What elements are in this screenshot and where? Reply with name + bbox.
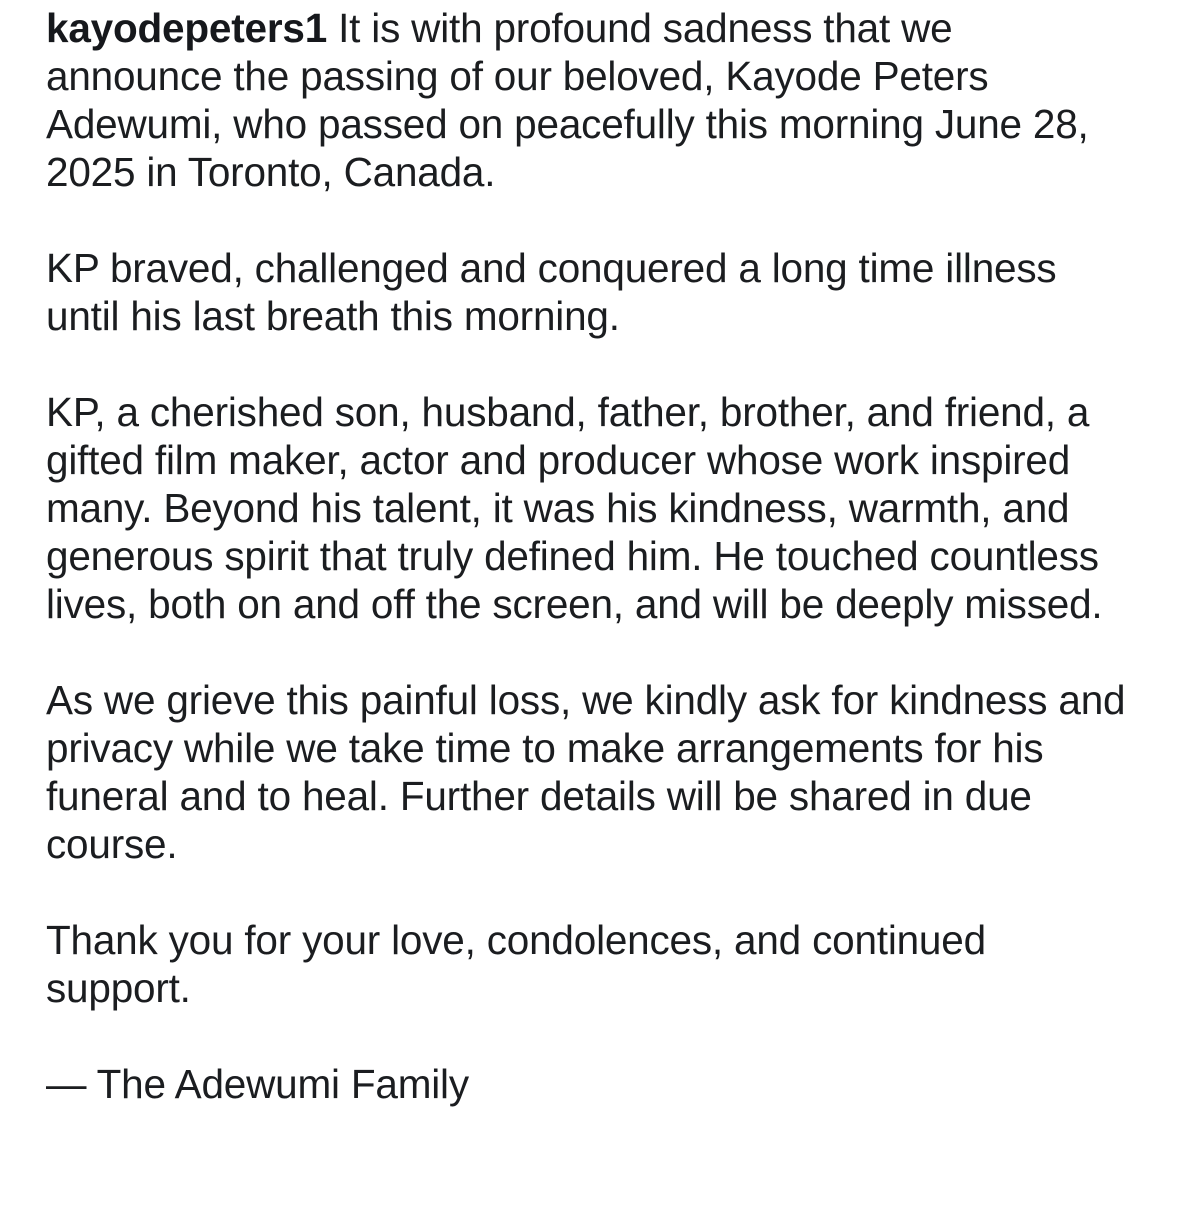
- caption-paragraph-5: Thank you for your love, condolences, and continued support.: [46, 917, 986, 1011]
- caption-paragraph-1: [46, 4, 1135, 196]
- caption-paragraph-4: As we grieve this painful loss, we kindly ask for kindness and privacy while we take time to make arrangements for his funeral and to heal. Further details will be shared in due course.: [46, 677, 1126, 867]
- caption-paragraph-2: KP braved, challenged and conquered a long time illness until his last breath this morning.: [46, 245, 1057, 339]
- caption-paragraph-1-text: It is with profound sadness that we announce the passing of our beloved, Kayode Peters Adewumi, who passed on peacefully this morning June 28, 2025 in Toronto, Canada.: [46, 5, 1089, 195]
- caption-signature: — The Adewumi Family: [46, 1061, 469, 1107]
- caption-text-block: [46, 4, 1135, 1108]
- caption-paragraph-3: KP, a cherished son, husband, father, brother, and friend, a gifted film maker, actor and producer whose work inspired many. Beyond his talent, it was his kindness, warmth, and generous spirit that truly defined him. He touched countless lives, both on and off the screen, and will be deeply missed.: [46, 389, 1103, 627]
- post-author-username[interactable]: kayodepeters1: [46, 5, 328, 51]
